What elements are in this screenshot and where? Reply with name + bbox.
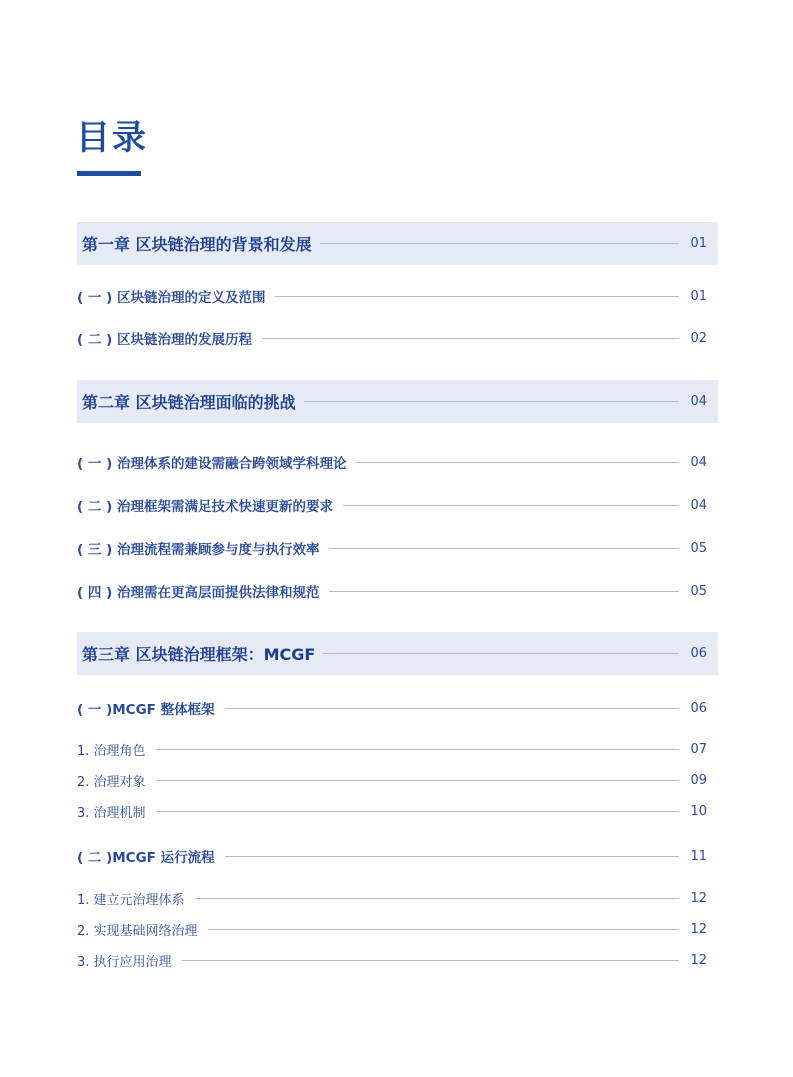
toc-section-3-1[interactable] <box>77 697 718 719</box>
toc-entry-label: 第二章 区块链治理面临的挑战 <box>82 393 296 412</box>
toc-page-number: 12 <box>690 921 707 937</box>
dotted-leader <box>262 338 679 339</box>
toc-section-2-2[interactable] <box>77 494 718 516</box>
toc-page-number: 05 <box>690 540 707 556</box>
dotted-leader <box>329 591 679 592</box>
toc-page-number: 06 <box>690 700 707 716</box>
toc-chapter-3[interactable] <box>77 632 718 675</box>
dotted-leader <box>329 548 679 549</box>
dotted-leader <box>320 243 679 244</box>
toc-entry-label: 1. 治理角色 <box>77 743 146 759</box>
toc-page-number: 09 <box>690 772 707 788</box>
toc-entry-label: ( 三 ) 治理流程需兼顾参与度与执行效率 <box>77 542 320 558</box>
toc-entry-label: ( 二 )MCGF 运行流程 <box>77 850 215 866</box>
toc-page-number: 04 <box>690 497 707 513</box>
toc-entry-label: 第三章 区块链治理框架：MCGF <box>82 645 316 664</box>
toc-page-number: 02 <box>690 330 707 346</box>
toc-chapter-2[interactable] <box>77 380 718 423</box>
dotted-leader <box>182 960 679 961</box>
toc-page-number: 01 <box>690 288 707 304</box>
toc-page-number: 04 <box>690 454 707 470</box>
page-title: 目录 <box>76 118 148 158</box>
title-underline <box>77 171 141 176</box>
dotted-leader <box>304 401 679 402</box>
dotted-leader <box>323 653 679 654</box>
toc-entry-label: 1. 建立元治理体系 <box>77 892 185 908</box>
toc-section-3-2[interactable] <box>77 845 718 867</box>
toc-entry-label: ( 一 )MCGF 整体框架 <box>77 702 215 718</box>
toc-section-2-4[interactable] <box>77 580 718 602</box>
toc-page-number: 01 <box>690 236 707 251</box>
toc-entry-label: ( 二 ) 治理框架需满足技术快速更新的要求 <box>77 499 333 515</box>
toc-chapter-1[interactable] <box>77 222 718 265</box>
toc-subsection-3-2-2[interactable] <box>77 919 718 939</box>
toc-entry-label: ( 一 ) 治理体系的建设需融合跨领域学科理论 <box>77 456 347 472</box>
toc-section-1-2[interactable] <box>77 327 718 349</box>
toc-page-number: 04 <box>690 394 707 409</box>
dotted-leader <box>195 898 679 899</box>
dotted-leader <box>156 780 679 781</box>
dotted-leader <box>156 749 679 750</box>
toc-page-number: 05 <box>690 583 707 599</box>
toc-page-number: 06 <box>690 646 707 661</box>
toc-subsection-3-2-1[interactable] <box>77 888 718 908</box>
dotted-leader <box>275 296 679 297</box>
toc-subsection-3-2-3[interactable] <box>77 950 718 970</box>
toc-section-1-1[interactable] <box>77 285 718 307</box>
toc-page-number: 11 <box>690 848 707 864</box>
toc-entry-label: ( 一 ) 区块链治理的定义及范围 <box>77 290 266 306</box>
dotted-leader <box>225 856 679 857</box>
dotted-leader <box>356 462 679 463</box>
toc-section-2-3[interactable] <box>77 537 718 559</box>
toc-entry-label: ( 四 ) 治理需在更高层面提供法律和规范 <box>77 585 320 601</box>
toc-subsection-3-1-2[interactable] <box>77 770 718 790</box>
toc-section-2-1[interactable] <box>77 451 718 473</box>
dotted-leader <box>343 505 679 506</box>
toc-entry-label: 2. 实现基础网络治理 <box>77 923 198 939</box>
toc-page-number: 12 <box>690 952 707 968</box>
toc-page-number: 07 <box>690 741 707 757</box>
dotted-leader <box>208 929 679 930</box>
toc-subsection-3-1-1[interactable] <box>77 739 718 759</box>
toc-entry-label: 3. 治理机制 <box>77 805 146 821</box>
dotted-leader <box>156 811 679 812</box>
toc-entry-label: 第一章 区块链治理的背景和发展 <box>82 235 312 254</box>
toc-subsection-3-1-3[interactable] <box>77 801 718 821</box>
toc-entry-label: 3. 执行应用治理 <box>77 954 172 970</box>
toc-page-number: 12 <box>690 890 707 906</box>
toc-entry-label: ( 二 ) 区块链治理的发展历程 <box>77 332 252 348</box>
dotted-leader <box>225 708 679 709</box>
toc-entry-label: 2. 治理对象 <box>77 774 146 790</box>
toc-page-number: 10 <box>690 803 707 819</box>
